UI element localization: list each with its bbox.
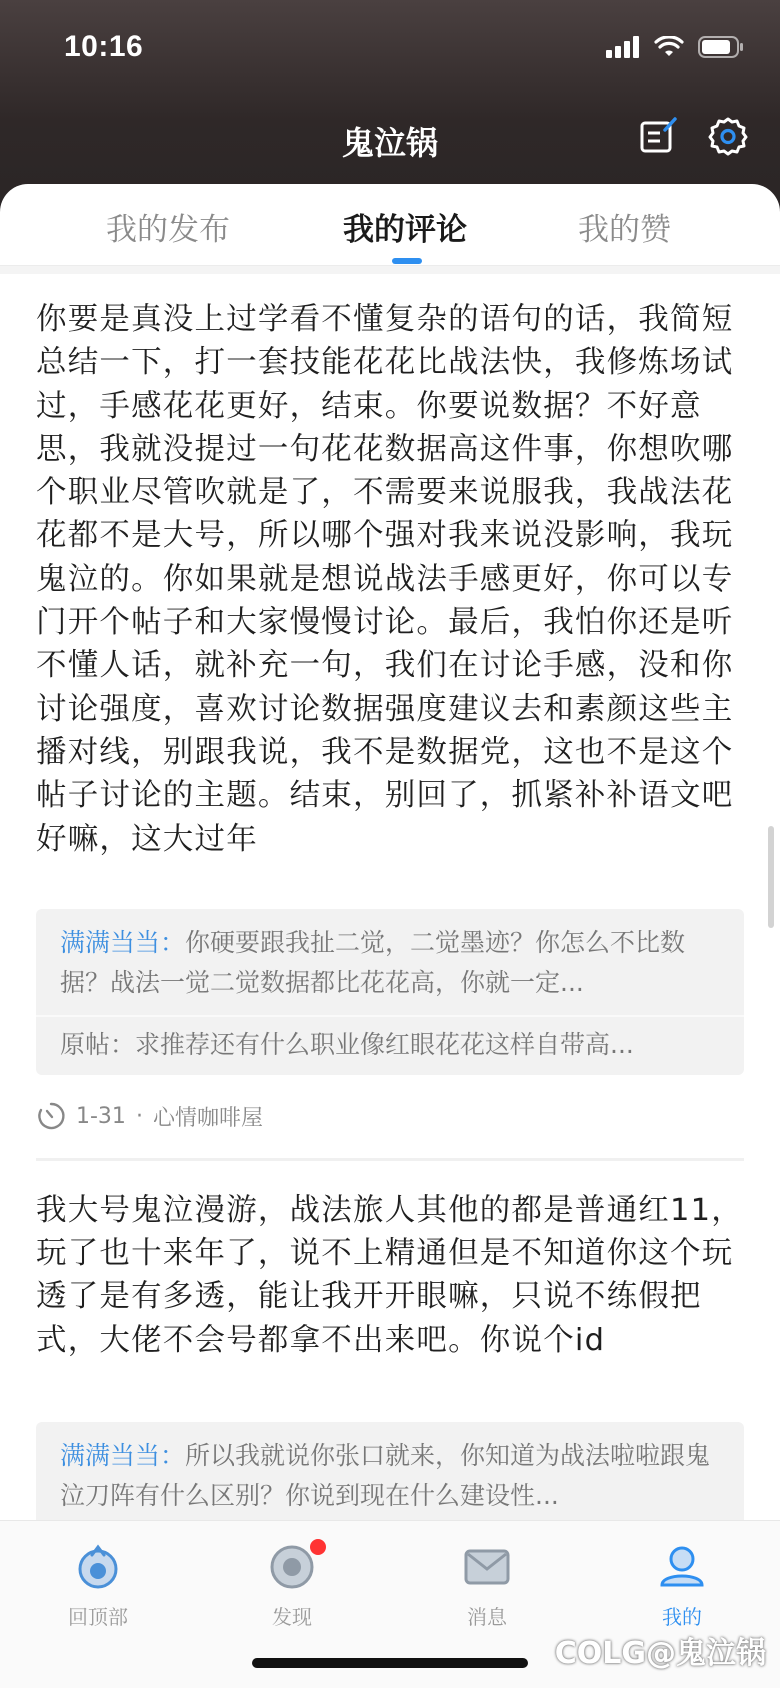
reply-text: 所以我就说你张口就来，你知道为战法啦啦跟鬼泣刀阵有什么区别？你说到现在什么建设性... (60, 1441, 711, 1511)
reply-username[interactable]: 满满当当： (60, 1441, 186, 1471)
wifi-icon (654, 36, 684, 58)
tab-my-likes[interactable]: 我的赞 (578, 212, 671, 248)
tabbar-label: 发现 (272, 1605, 312, 1629)
clock-icon (36, 1101, 66, 1131)
tabbar-label: 回顶部 (68, 1605, 128, 1629)
comment-item[interactable] (0, 274, 780, 1132)
reply-snippet (36, 1422, 744, 1530)
cellular-signal-icon (606, 36, 640, 58)
original-post-link[interactable]: 原帖：求推荐还有什么职业像红眼花花这样自带高... (60, 1029, 634, 1059)
status-icons (606, 36, 744, 58)
comment-date: 1-31 (76, 1103, 126, 1129)
comment-text: 我大号鬼泣漫游，战法旅人其他的都是普通红11，玩了也十来年了，说不上精通但是不知道你这个玩透了是有多透，能让我开开眼嘛，只说不练假把式，大佬不会号都拿不出来吧。你说个id (36, 1192, 743, 1358)
tab-my-comments[interactable]: 我的评论 (343, 212, 467, 248)
notification-badge (310, 1539, 326, 1555)
scrollbar[interactable] (768, 826, 774, 928)
reply-snippet (36, 909, 744, 1017)
comment-list[interactable] (0, 274, 780, 1530)
reply-text: 你硬要跟我扯二觉，二觉墨迹？你怎么不比数据？战法一觉二觉数据都比花花高，你就一定... (60, 927, 686, 997)
tab-my-posts[interactable]: 我的发布 (106, 212, 230, 248)
tabbar-item-profile[interactable] (622, 1541, 742, 1630)
profile-icon (656, 1541, 708, 1593)
tabbar-item-back-to-top[interactable] (38, 1541, 158, 1630)
comment-meta: 1-31 · 心情咖啡屋 (36, 1101, 744, 1132)
back-to-top-icon (72, 1541, 124, 1593)
tabbar-item-messages[interactable] (427, 1541, 547, 1630)
gear-icon[interactable] (708, 116, 748, 156)
tab-bar (0, 184, 780, 266)
comment-text: 你要是真没上过学看不懂复杂的语句的话，我简短总结一下，打一套技能花花比战法快，我修炼场试过，手感花花更好，结束。你要说数据？不好意思，我就没提过一句花花数据高这件事，你想吹哪个职业尽管吹就是了，不需要来说服我，我战法花花都不是大号，所以哪个强对我来说没影响，我玩鬼泣的。你如果就是想说战法手感更好，你可以专门开个帖子和大家慢慢讨论。最后，我怕你还是听不懂人话，就补充一句，我们在讨论手感，没和你讨论强度，喜欢讨论数据强度建议去和素颜这些主播对线，别跟我说，我不是数据党，这也不是这个帖子讨论的主题。结束，别回了，抓紧补补语文吧好嘛，这大过年 (36, 302, 734, 857)
tabbar-label: 消息 (467, 1605, 507, 1629)
comment-board[interactable]: 心情咖啡屋 (152, 1105, 263, 1131)
status-time: 10:16 (64, 30, 144, 63)
content-sheet (0, 184, 780, 1688)
edit-note-icon[interactable] (638, 116, 678, 156)
reply-username[interactable]: 满满当当： (60, 927, 186, 957)
message-icon (461, 1541, 513, 1593)
quoted-reply[interactable] (36, 909, 744, 1075)
watermark: COLG@鬼泣锅 (554, 1636, 766, 1671)
tabbar-label: 我的 (662, 1605, 702, 1629)
battery-icon (698, 36, 744, 58)
active-tab-indicator (392, 258, 422, 264)
page-title: 鬼泣锅 (341, 124, 438, 162)
tabbar-item-discover[interactable] (232, 1541, 352, 1630)
quoted-reply[interactable] (36, 1422, 744, 1530)
home-indicator (252, 1658, 528, 1668)
top-bar (0, 0, 780, 200)
comment-item[interactable] (0, 1161, 780, 1530)
